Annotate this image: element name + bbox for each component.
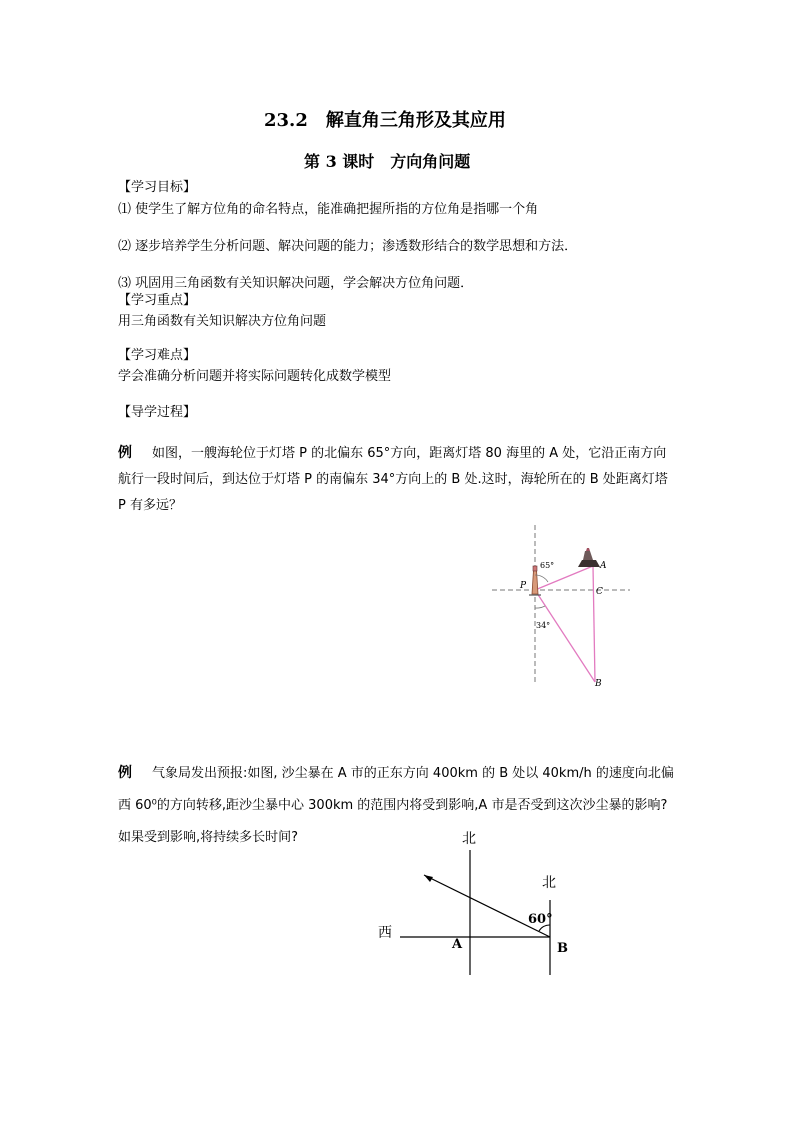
example2-figure bbox=[370, 825, 590, 980]
point-a-label: A bbox=[600, 561, 607, 571]
objective-item: ⑴ 使学生了解方位角的命名特点，能准确把握所指的方位角是指哪一个角 bbox=[118, 202, 539, 217]
example1-paragraph bbox=[118, 440, 678, 519]
north-label-a: 北 bbox=[462, 831, 476, 847]
angle-65-label: 65° bbox=[540, 561, 555, 570]
north-label-b: 北 bbox=[542, 875, 556, 891]
page-subtitle: 第 3 课时 方向角问题 bbox=[304, 152, 471, 171]
objective-item: ⑵ 逐步培养学生分析问题、解决问题的能力；渗透数形结合的数学思想和方法． bbox=[118, 239, 578, 254]
angle-arc-bottom bbox=[535, 606, 545, 608]
example1-figure bbox=[480, 520, 640, 690]
process-header: 【导学过程】 bbox=[118, 405, 197, 420]
sandstorm-path bbox=[424, 875, 550, 937]
west-label: 西 bbox=[378, 925, 392, 941]
page-title: 23.2 解直角三角形及其应用 bbox=[264, 110, 506, 131]
example2-label: 例 bbox=[118, 765, 132, 781]
example1-label: 例 bbox=[118, 445, 132, 461]
key-points-header: 【学习重点】 bbox=[118, 293, 197, 308]
arrow-head bbox=[424, 875, 433, 882]
ship-icon bbox=[578, 548, 600, 567]
point-b-label: B bbox=[595, 679, 602, 689]
angle-34-label: 34° bbox=[536, 621, 551, 630]
example2-text: 气象局发出预报:如图, 沙尘暴在 A 市的正东方向 400km 的 B 处以 40km/h 的速度向北偏西 60⁰的方向转移,距沙尘暴中心 300km 的范围内将受到影响,A 市是否受到这次沙尘暴的影响?如果受到影响,将持续多长时间? bbox=[118, 766, 674, 845]
point-c-label: C bbox=[596, 587, 603, 597]
point-b-label: B bbox=[557, 941, 568, 956]
key-points-text: 用三角函数有关知识解决方位角问题 bbox=[118, 314, 327, 329]
objectives-header: 【学习目标】 bbox=[118, 180, 197, 195]
objective-item: ⑶ 巩固用三角函数有关知识解决问题，学会解决方位角问题． bbox=[118, 276, 474, 291]
lighthouse-icon bbox=[529, 566, 541, 595]
line-ab bbox=[593, 566, 595, 682]
point-p-label: P bbox=[520, 581, 527, 591]
difficulties-header: 【学习难点】 bbox=[118, 348, 197, 363]
point-a-label: A bbox=[452, 937, 463, 952]
difficulties-text: 学会准确分析问题并将实际问题转化成数学模型 bbox=[118, 369, 392, 384]
example1-text: 如图，一艘海轮位于灯塔 P 的北偏东 65°方向，距离灯塔 80 海里的 A 处，它沿正南方向航行一段时间后，到达位于灯塔 P 的南偏东 34°方向上的 B 处.这时，海轮所在的 B 处距离灯塔 P 有多远？ bbox=[118, 446, 668, 513]
angle-60-label: 60° bbox=[528, 912, 553, 927]
line-pb bbox=[535, 590, 595, 682]
